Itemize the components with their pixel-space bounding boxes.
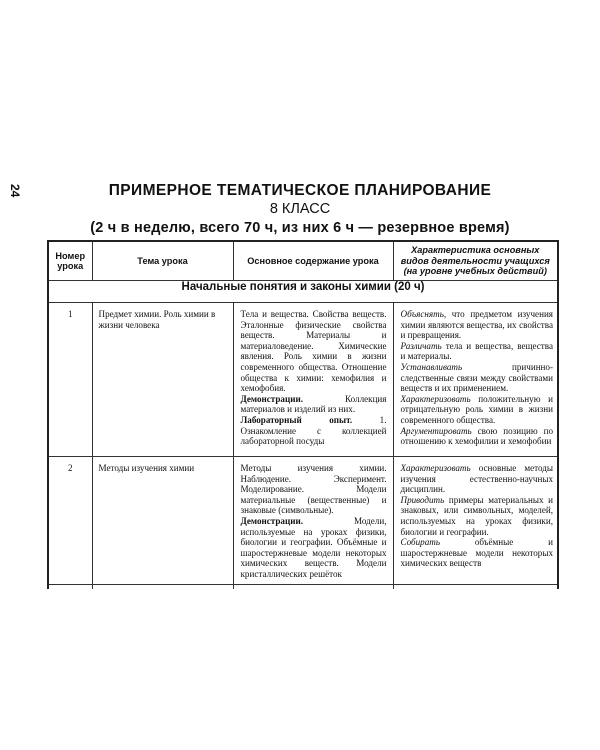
activity-item: Объяснять, что предметом изучения химии являются вещества, их свойства и превращения. [400, 309, 553, 341]
demo-label: Демонстрации. [240, 515, 303, 526]
content-text: Тела и вещества. Свойства веществ. Эталонные физические свойства веществ. Материалы и материаловедение. Химические явления. Роль химии в жизни современного общества. Отношение общества к химии: хемофилия и хемофобия. [240, 309, 387, 394]
lesson-number: 2 [48, 457, 92, 585]
section-row [48, 281, 558, 303]
lesson-topic: Методы изучения химии [92, 457, 233, 585]
activity-item: Аргументировать свою позицию по отношению к хемофилии и хемофобии [400, 425, 554, 447]
header-activities: Характеристика основных видов деятельности учащихся (на уровне учебных действий) [393, 241, 558, 281]
lab-label: Лабораторный опыт. [240, 414, 353, 425]
grade-subtitle: 8 КЛАСС [269, 201, 331, 217]
section-title: Начальные понятия и законы химии (20 ч) [48, 281, 558, 303]
content-text: Методы изучения химии. Наблюдение. Эксперимент. Моделирование. Модели материальные (вещественные) и знаковые (символьные). [240, 463, 387, 516]
header-topic: Тема урока [92, 241, 233, 281]
lesson-content [233, 457, 393, 585]
page-number: 24 [8, 184, 22, 198]
demo-text: Модели, используемые на уроках физики, биологии и географии. Объёмные и шаростержневые модели некоторых химических веществ. Модели кристаллических решёток [240, 515, 387, 579]
activity-item: Устанавливать причинно-следственные связи между свойствами веществ и их применением. [400, 361, 553, 394]
lesson-activities [393, 457, 558, 585]
page-title: ПРИМЕРНОЕ ТЕМАТИЧЕСКОЕ ПЛАНИРОВАНИЕ [108, 182, 492, 199]
lesson-topic: Предмет химии. Роль химии в жизни человека [92, 303, 233, 457]
lab-text: 1. Ознакомление с коллекцией лабораторной посуды [240, 414, 387, 447]
demo-text: Коллекция материалов и изделий из них. [240, 393, 387, 415]
activity-item: Приводить примеры материальных и знаковых, или символьных, моделей, используемых на уроках физики, биологии и географии. [400, 494, 553, 537]
thematic-plan-table [47, 240, 559, 589]
table-row [48, 457, 558, 585]
table-header-row [48, 241, 558, 281]
activity-item: Собирать объёмные и шаростержневые модели некоторых химических веществ [400, 537, 553, 569]
table-row [48, 303, 558, 457]
header-number: Номер урока [48, 241, 92, 281]
activity-item: Характеризовать основные методы изучения естественно-научных дисциплин. [400, 463, 553, 495]
lesson-content [233, 303, 393, 457]
lesson-number: 1 [48, 303, 92, 457]
table-continuation-row [48, 584, 558, 589]
lesson-activities [393, 303, 558, 457]
page-heading [40, 181, 560, 238]
hours-subtitle: (2 ч в неделю, всего 70 ч, из них 6 ч — резервное время) [90, 220, 510, 236]
activity-item: Характеризовать положительную и отрицательную роль химии в жизни современного общества. [400, 393, 553, 425]
demo-label: Демонстрации. [240, 393, 303, 404]
activity-item: Различать тела и вещества, вещества и материалы. [400, 340, 553, 362]
header-content: Основное содержание урока [233, 241, 393, 281]
